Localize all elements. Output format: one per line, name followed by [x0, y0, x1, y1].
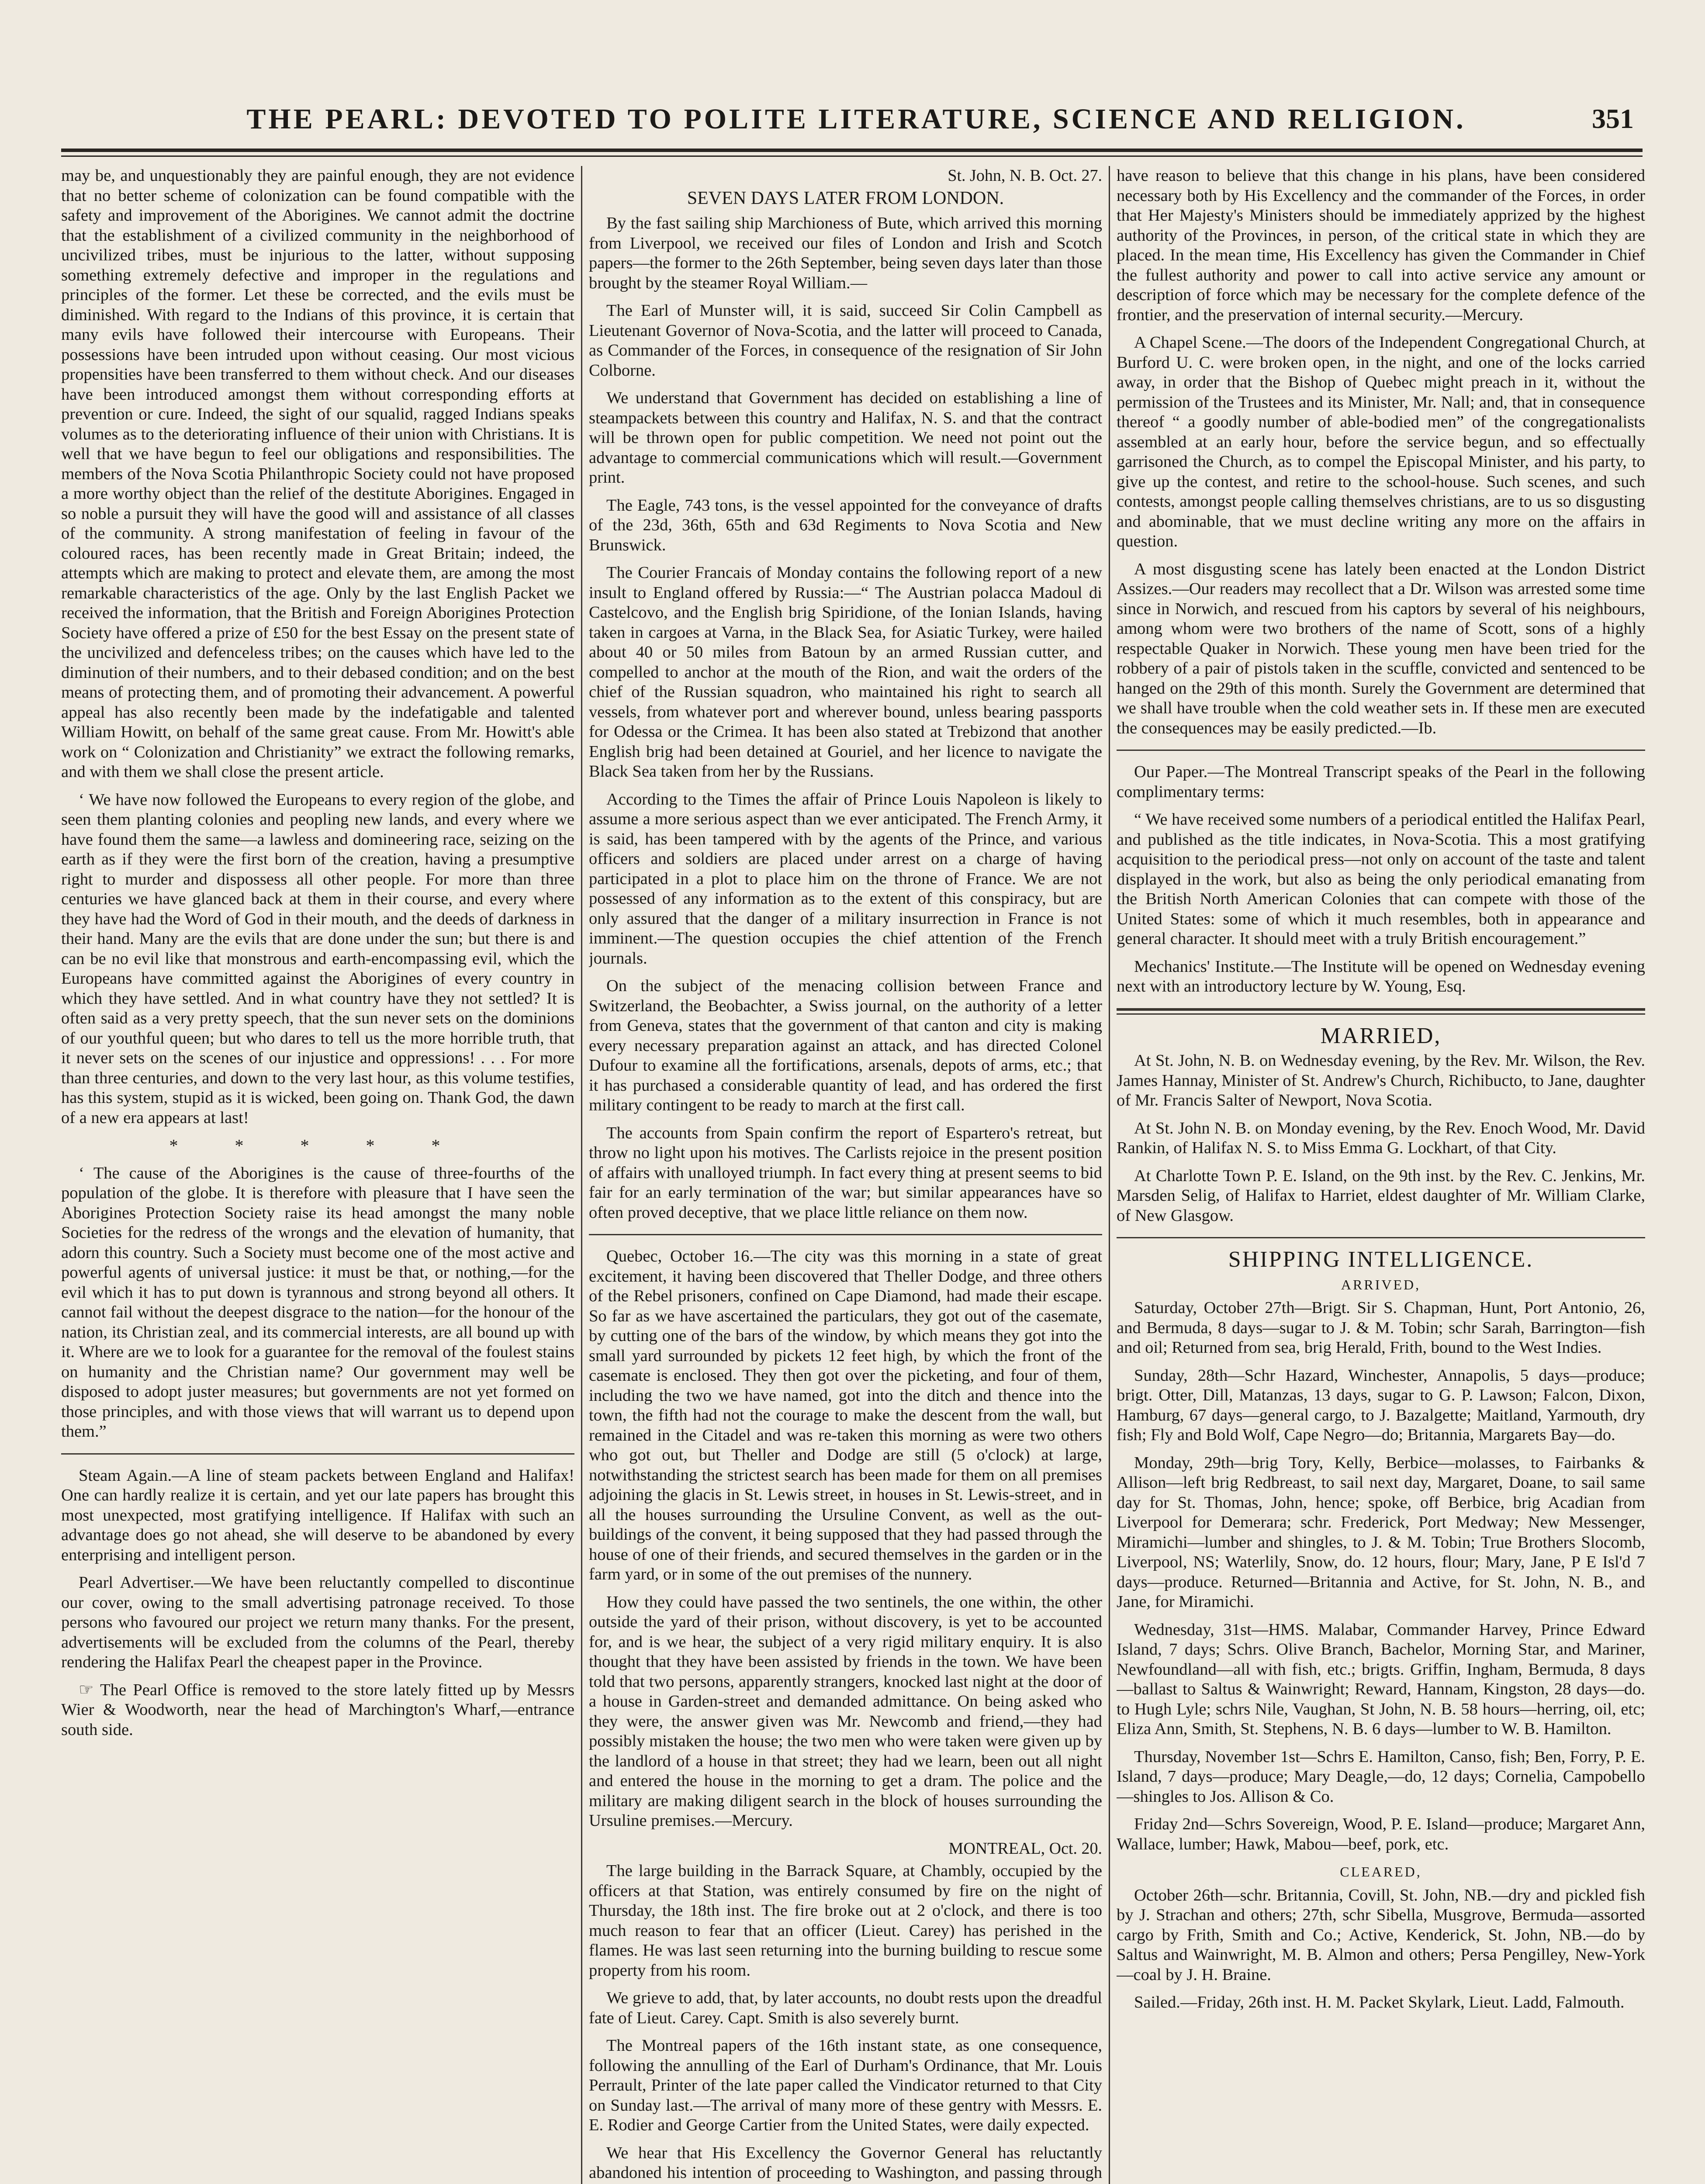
- separator: [1117, 1237, 1645, 1238]
- article-paragraph: Mechanics' Institute.—The Institute will be opened on Wednesday evening next with an introductory lecture by W. Young, Esq.: [1117, 957, 1645, 995]
- sailed-entry: Sailed.—Friday, 26th inst. H. M. Packet Skylark, Lieut. Ladd, Falmouth.: [1134, 1993, 1625, 2011]
- arrival-entry: Sunday, 28th—Schr Hazard, Winchester, Annapolis, 5 days—produce; brigt. Otter, Dill, Matanzas, 13 days, sugar to G. P. Lawson; Falcon, Dixon, Hamburg, 67 days—general cargo, to J. Bazalgette; Maitland, Yarmouth, dry fish; Fly and Bold Wolf, Cape Negro—do; Britannia, Margarets Bay—do.: [1117, 1366, 1645, 1444]
- article-paragraph: A most disgusting scene has lately been enacted at the London District Assizes.—Our readers may recollect that a Dr. Wilson was arrested some time since in Norwich, and rescued from his captors by several of his neighbours, among whom were two brothers of the name of Scott, sons of a highly respectable Quaker in Norwich. These young men have been tried for the robbery of a pair of pistols taken in the scuffle, convicted and sentenced to be hanged on the 29th of this month. Surely the Government are determined that we shall have trouble when the cold weather sets in. If these men are executed the consequences may be easily predicted.—Ib.: [1117, 560, 1645, 737]
- article-paragraph: Our Paper.—The Montreal Transcript speaks of the Pearl in the following complimentary terms:: [1117, 763, 1645, 801]
- column-1: [61, 166, 574, 2184]
- article-paragraph: We hear that His Excellency the Governor General has reluctantly abandoned his intention of proceeding to Washington, and passing through: [589, 2143, 1102, 2182]
- column-divider: [581, 166, 582, 2184]
- arrival-entry: Wednesday, 31st—HMS. Malabar, Commander Harvey, Prince Edward Island, 7 days; Schrs. Olive Branch, Bachelor, Morning Star, and Mariner, Newfoundland—all with fish, etc.; brigts. Griffin, Ingham, Bermuda, 8 days—ballast to Saltus & Wainwright; Reward, Hannam, Kingston, 28 days—do. to Hugh Lyle; schrs Nile, Vaughan, St John, N. B. 58 hours—herring, oil, etc; Eliza Ann, Smith, St. Stephens, N. B. 6 days—lumber to W. B. Hamilton.: [1117, 1620, 1645, 1738]
- article-paragraph: A Chapel Scene.—The doors of the Independent Congregational Church, at Burford U. C. were broken open, in the night, and one of the locks carried away, in order that the Bishop of Quebec might preach in it, without the permission of the Trustees and its Minister, Mr. Nall; and, that in consequence thereof “ a goodly number of able-bodied men” of the congregationalists assembled at an early hour, before the service begun, and so effectually garrisoned the Church, as to compel the Episcopal Minister, and his party, to give up the contest, and retire to the school-house. Such scenes, and such contests, amongst people calling themselves christians, are to us so disgusting and abominable, that we must decline writing any more on the affairs in question.: [1117, 333, 1645, 550]
- arrival-entry: Thursday, November 1st—Schrs E. Hamilton, Canso, fish; Ben, Forry, P. E. Island, 7 days—produce; Mary Deagle,—do, 12 days; Cornelia, Campobello—shingles to Jos. Allison & Co.: [1117, 1747, 1645, 1806]
- article-quote: ‘ The cause of the Aborigines is the cause of three-fourths of the population of the globe. It is therefore with pleasure that I have seen the Aborigines Protection Society raise its head amongst the many noble Societies for the redress of the wrongs and the elevation of humanity, that adorn this country. Such a Society must become one of the most active and powerful agents of universal justice: it must be that, or nothing,—for the evil which it has to put down is tyrannous and strong beyond all others. It cannot fail without the deepest disgrace to the nation—for the honour of the nation, its Christian zeal, and its commercial interests, are all bound up with it. Where are we to look for a guarantee for the removal of the foulest stains on humanity and the Christian name? Our government may well be disposed to adopt juster measures; but governments are not yet formed on those principles, and with those views that will warrant us to depend upon them.”: [61, 1164, 574, 1441]
- notice-steam-again: Steam Again.—A line of steam packets between England and Halifax! One can hardly realize it is certain, and yet our late papers has brought this most unexpected, most gratifying intelligence. If Halifax with such an advantage does go not ahead, she will deserve to be abandoned by every enterprising and intelligent person.: [61, 1466, 574, 1564]
- arrived-heading: ARRIVED,: [1341, 1276, 1421, 1292]
- article-paragraph: We grieve to add, that, by later accounts, no doubt rests upon the dreadful fate of Lieut. Carey. Capt. Smith is also severely burnt.: [589, 1989, 1102, 2027]
- article-paragraph: The Eagle, 743 tons, is the vessel appointed for the conveyance of drafts of the 23d, 36th, 65th and 63d Regiments to Nova Scotia and New Brunswick.: [589, 496, 1102, 554]
- notice-pearl-office: ☞ The Pearl Office is removed to the store lately fitted up by Messrs Wier & Woodworth, near the head of Marchington's Wharf,—entrance south side.: [61, 1680, 574, 1739]
- double-rule: [1117, 1008, 1645, 1015]
- article-paragraph: By the fast sailing ship Marchioness of Bute, which arrived this morning from Liverpool, we received our files of London and Irish and Scotch papers—the former to the 26th September, being seven days later than those brought by the steamer Royal William.—: [589, 214, 1102, 292]
- arrival-entry: Saturday, October 27th—Brigt. Sir S. Chapman, Hunt, Port Antonio, 26, and Bermuda, 8 days—sugar to J. & M. Tobin; schr Sarah, Barrington—fish and oil; Returned from sea, brig Herald, Frith, bound to the West Indies.: [1117, 1299, 1645, 1357]
- article-paragraph: Quebec, October 16.—The city was this morning in a state of great excitement, it having been discovered that Theller Dodge, and three others of the Rebel prisoners, confined on Cape Diamond, had made their escape. So far as we have ascertained the particulars, they got out of the casemate, by cutting one of the bars of the window, by which means they got into the small yard surrounded by pickets 12 feet high, by which the front of the casemate is enclosed. They then got over the picketing, and four of them, including the two we have named, got into the ditch and thence into the town, the fifth had not the courage to make the descent from the wall, but remained in the Citadel and was re-taken this morning as were two others who got out, but Theller and Dodge are still (5 o'clock) at large, notwithstanding the strictest search has been made for them on all premises adjoining the glacis in St. Lewis street, in houses in St. Lewis-street, and in all the houses surrounding the Ursuline Convent, as well as the out-buildings of the convent, it being supposed that they had passed through the house of one of their friends, and secured themselves in the garden or in the farm yard, or in some of the out premises of the nunnery.: [589, 1247, 1102, 1583]
- cleared-heading: CLEARED,: [1340, 1864, 1422, 1880]
- headline: SEVEN DAYS LATER FROM LONDON.: [687, 188, 1004, 208]
- column-divider: [1109, 166, 1110, 2184]
- article-paragraph: How they could have passed the two sentinels, the one within, the other outside the yard of their prison, without discovery, is yet to be accounted for, and is we hear, the subject of a very rigid military enquiry. It is also thought that they have been assisted by friends in the town. We have been told that two persons, apparently strangers, knocked last night at the door of a house in Garden-street and demanded admittance. On being asked who they were, the answer given was Mr. Newcomb and friend,—they had possibly mistaken the house; the two men who were taken were given up by the landlord of a house in that street; they had we learn, been out all night and entered the house in the morning to get a dram. The police and the military are making diligent search in the block of houses surrounding the Ursuline premises.—Mercury.: [589, 1593, 1102, 1830]
- dateline: MONTREAL, Oct. 20.: [948, 1839, 1102, 1858]
- marriage-notice: At Charlotte Town P. E. Island, on the 9th inst. by the Rev. C. Jenkins, Mr. Marsden Selig, of Halifax to Harriet, eldest daughter of Mr. William Clarke, of New Glasgow.: [1117, 1166, 1645, 1225]
- article-paragraph: We understand that Government has decided on establishing a line of steampackets between this country and Halifax, N. S. and that the contract will be thrown open for public competition. We need not point out the advantage to commercial communications which will result.—Government print.: [589, 389, 1102, 487]
- article-paragraph: may be, and unquestionably they are painful enough, they are not evidence that no better scheme of colonization can be found compatible with the safety and improvement of the Aborigines. We cannot admit the doctrine that the establishment of a civilized community in the neighborhood of uncivilized tribes, must be injurious to the latter, without supposing something extremely defective and improper in the regulations and principles of the former. Let these be corrected, and the evils must be diminished. With regard to the Indians of this province, it is certain that many evils have followed their intercourse with Europeans. Their possessions have been intruded upon without ceasing. Our most vicious propensities have been transferred to them without check. And our diseases have been introduced amongst them without corresponding efforts at prevention or cure. Indeed, the sight of our squalid, ragged Indians speaks volumes as to the deteriorating influence of their union with Christians. It is well that we have begun to feel our obligations and responsibilities. The members of the Nova Scotia Philanthropic Society could not have proposed a more worthy object than the relief of the destitute Aborigines. Engaged in so noble a pursuit they will have the good will and assistance of all classes of the community. A strong manifestation of feeling in favour of the coloured races, has been recently made in Great Britain; indeed, the attempts which are making to protect and elevate them, are among the most remarkable characteristics of the age. Only by the last English Packet we received the information, that the British and Foreign Aborigines Protection Society have offered a prize of £50 for the best Essay on the present state of the uncivilized and defenceless tribes; on the causes which have led to the diminution of their numbers, and to their debased condition; and on the best means of protecting them, and of promoting their advancement. A powerful appeal has also recently been made by the indefatigable and talented William Howitt, on behalf of the same great cause. From Mr. Howitt's able work on “ Colonization and Christianity” we extract the following remarks, and with them we shall close the present article.: [61, 166, 574, 781]
- article-paragraph: The Montreal papers of the 16th instant state, as one consequence, following the annulling of the Earl of Durham's Ordinance, that Mr. Louis Perrault, Printer of the late paper called the Vindicator returned to that City on Sunday last.—The arrival of many more of these gentry with Messrs. E. E. Rodier and George Cartier from the United States, were daily expected.: [589, 2036, 1102, 2134]
- dateline: St. John, N. B. Oct. 27.: [948, 166, 1102, 185]
- header-rule-thick: [61, 149, 1643, 152]
- arrival-entry: Friday 2nd—Schrs Sovereign, Wood, P. E. Island—produce; Margaret Ann, Wallace, lumber; Hawk, Mabou—beef, pork, etc.: [1117, 1815, 1645, 1853]
- article-paragraph: The Earl of Munster will, it is said, succeed Sir Colin Campbell as Lieutenant Governor of Nova-Scotia, and the latter will proceed to Canada, as Commander of the Forces, in consequence of the resignation of Sir John Colborne.: [589, 301, 1102, 380]
- article-paragraph: According to the Times the affair of Prince Louis Napoleon is likely to assume a more serious aspect than we ever anticipated. The French Army, it is said, has been tampered with by the agents of the Prince, and various officers and soldiers are placed under arrest on a charge of having participated in a plot to place him on the throne of France. We are not possessed of any information as to the extent of this conspiracy, but are only assured that the danger of a military insurrection in France is not imminent.—The question occupies the chief attention of the French journals.: [589, 790, 1102, 968]
- marriage-notice: At St. John, N. B. on Wednesday evening, by the Rev. Mr. Wilson, the Rev. James Hannay, Minister of St. Andrew's Church, Richibucto, to Jane, daughter of Mr. Francis Salter of Newport, Nova Scotia.: [1117, 1051, 1645, 1109]
- married-heading: MARRIED,: [1320, 1023, 1442, 1048]
- column-3: [1117, 166, 1645, 2184]
- arrival-entry: Monday, 29th—brig Tory, Kelly, Berbice—molasses, to Fairbanks & Allison—left brig Redbreast, to sail next day, Margaret, Doane, to sail same day for St. Thomas, John, hence; spoke, off Berbice, brig Acadian from Liverpool for Demerara; schr. Frederick, Port Medway; New Messenger, Miramichi—lumber and shingles, to J. & M. Tobin; True Brothers Slocomb, Liverpool, NS; Waterlily, Snow, do. 12 hours, flour; Mary, Jane, P E Isl'd 7 days—produce. Returned—Britannia and Active, for St. John, N. B., and Jane, for Miramichi.: [1117, 1453, 1645, 1611]
- notice-pearl-advertiser: Pearl Advertiser.—We have been reluctantly compelled to discontinue our cover, owing to the small advertising patronage received. To those persons who favoured our project we return many thanks. For the present, advertisements will be excluded from the columns of the Pearl, thereby rendering the Halifax Pearl the cheapest paper in the Province.: [61, 1573, 574, 1671]
- article-paragraph: The accounts from Spain confirm the report of Espartero's retreat, but throw no light upon his motives. The Carlists rejoice in the present position of affairs with unalloyed triumph. In fact every thing at present seems to bid fair for an early termination of the war; but similar appearances have so often proved deceptive, that we place little reliance on them now.: [589, 1123, 1102, 1222]
- section-stars: * * * * *: [169, 1136, 467, 1155]
- column-2: [589, 166, 1102, 2184]
- shipping-heading: SHIPPING INTELLIGENCE.: [1228, 1247, 1534, 1272]
- marriage-notice: At St. John N. B. on Monday evening, by the Rev. Enoch Wood, Mr. David Rankin, of Halifax N. S. to Miss Emma G. Lockhart, of that City.: [1117, 1119, 1645, 1157]
- article-paragraph: On the subject of the menacing collision between France and Switzerland, the Beobachter, a Swiss journal, on the authority of a letter from Geneva, states that the government of that canton and city is making every necessary preparation against an attack, and has directed Colonel Dufour to examine all the fortifications, arsenals, depots of arms, etc.; that it has purchased a considerable quantity of lead, and has ordered the first military contingent to be ready to march at the first call.: [589, 977, 1102, 1114]
- article-quote: “ We have received some numbers of a periodical entitled the Halifax Pearl, and published as the title indicates, in Nova-Scotia. This a most gratifying acquisition to the periodical press—not only on account of the taste and talent displayed in the work, but also as being the only periodical emanating from the British North American Colonies that can compete with those of the United States: some of which it much resembles, both in appearance and general character. It should meet with a truly British encouragement.”: [1117, 810, 1645, 948]
- separator: [61, 1453, 574, 1455]
- article-quote: ‘ We have now followed the Europeans to every region of the globe, and seen them planting colonies and peopling new lands, and every where we have found them the same—a lawless and domineering race, seizing on the earth as if they were the first born of the creation, having a presumptive right to murder and dispossess all other people. For more than three centuries we have glanced back at them in their course, and every where they have had the Word of God in their mouth, and the deeds of darkness in their hand. Many are the evils that are done under the sun; but there is and can be no evil like that monstrous and earth-encompassing evil, which the Europeans have committed against the Aborigines of every country in which they have settled. And in what country have they not settled? It is often said as a very pretty speech, that the sun never sets on the dominions of our youthful queen; but who dares to tell us the more horrible truth, that it never sets on the scenes of our injustice and oppressions! . . . For more than three centuries, and down to the very last hour, as this volume testifies, has this system, stupid as it is wicked, been going on. Thank God, the dawn of a new era appears at last!: [61, 790, 574, 1127]
- article-paragraph: The large building in the Barrack Square, at Chambly, occupied by the officers at that Station, was entirely consumed by fire on the night of Thursday, the 18th inst. The fire broke out at 2 o'clock, and there is too much reason to fear that an officer (Lieut. Carey) has perished in the flames. He was last seen returning into the burning building to rescue some property from his room.: [589, 1862, 1102, 1980]
- header-rule-thin: [61, 156, 1643, 157]
- page-title: THE PEARL: DEVOTED TO POLITE LITERATURE, SCIENCE AND RELIGION.: [246, 103, 1466, 135]
- article-paragraph: have reason to believe that this change in his plans, have been considered necessary both by His Excellency and the commander of the Forces, in order that Her Majesty's Ministers should be immediately apprized by the highest authority of the Provinces, in person, of the critical state in which they are placed. In the mean time, His Excellency has given the Commander in Chief the fullest authority and power to call into active service any amount or description of force which may be necessary for the complete defence of the frontier, and the preservation of internal security.—Mercury.: [1117, 166, 1645, 324]
- masthead: [79, 103, 1634, 142]
- page-number: 351: [1592, 103, 1634, 134]
- article-paragraph: The Courier Francais of Monday contains the following report of a new insult to England offered by Russia:—“ The Austrian polacca Madoul di Castelcovo, and the English brig Spiridione, of the Ionian Islands, having taken in cargoes at Varna, in the Black Sea, for Asiatic Turkey, were hailed about 40 or 50 miles from Batoun by an armed Russian cutter, and compelled to anchor at the mouth of the Rion, and wait the orders of the chief of the Russian squadron, who maintained his right to search all vessels, from whatever port and wherever bound, unless bearing passports for Odessa or the Crimea. It has been also stated at Trebizond that another English brig had been detained at Gouriel, and her licence to navigate the Black Sea taken from her by the Russians.: [589, 563, 1102, 781]
- cleared-entry: October 26th—schr. Britannia, Covill, St. John, NB.—dry and pickled fish by J. Strachan and others; 27th, schr Sibella, Musgrove, Bermuda—assorted cargo by Frith, Smith and Co.; Active, Kenderick, St. John, NB.—do by Saltus and Wainwright, M. B. Almon and others; Persa Pengilley, New-York—coal by J. H. Braine.: [1117, 1886, 1645, 1984]
- separator: [589, 1234, 1102, 1235]
- separator: [1117, 750, 1645, 751]
